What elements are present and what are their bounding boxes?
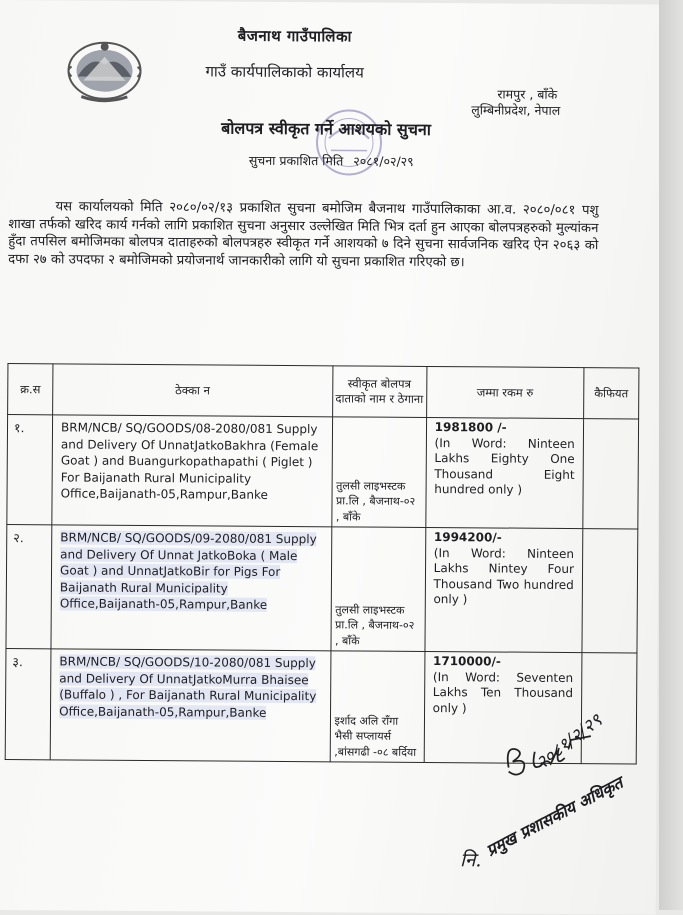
government-emblem-logo: [63, 36, 145, 103]
row-sn: १.: [7, 415, 53, 525]
office-name: गाउँ कार्यपालिकाको कार्यालय: [205, 62, 364, 82]
officer-prefix: नि.: [459, 849, 482, 872]
row-remarks: [583, 419, 639, 529]
signature-date: २०८१/२/२९: [531, 709, 607, 774]
row-sn: २.: [6, 525, 52, 649]
notice-title: बोलपत्र स्वीकृत गर्ने आशयको सुचना: [221, 118, 432, 140]
row-bidder: तुलसी लाइभस्टक प्रा.लि , बैजनाथ-०२ , बाँके: [330, 527, 425, 652]
row-remarks: [582, 529, 638, 653]
page-edge-shadow: [659, 0, 683, 910]
table-row: [6, 525, 638, 653]
header-remarks: कैफियत: [583, 368, 638, 419]
officer-title: प्रमुख प्रशासकीय अधिकृत: [483, 773, 626, 860]
table-header-row: [8, 364, 639, 419]
table-row: [7, 415, 639, 529]
row-amount-words: (In Word: Ninteen Lakhs Eighty One Thousand Eight hundred only ): [434, 435, 575, 497]
publish-date-value: २०८१/०२/२९: [353, 153, 414, 169]
publish-date-label: सुचना प्रकाशित मिति: [248, 152, 344, 169]
notice-body: यस कार्यालयको मिति २०८०/०२/१३ प्रकाशित सुचना बमोजिम बैजनाथ गाउँपालिकाका आ.व. २०८०/०८१ पशु शाखा तर्फको खरिद कार्य गर्नको लागि प्रकाशित सुचना अनुसार उल्लेखित मिति भित्र दर्ता हुन आएका बोलपत्रहरुको मुल्यांकन हुँदा तपसिल बमोजिमका बोलपत्र दाताहरुको बोलपत्रहरु स्वीकृत गर्ने आशयको ७ दिने सुचना सार्वजनिक खरिद ऐन २०६३ को दफा २७ को उपदफा २ बमोजिमको प्रयोजनार्थ जानकारीको लागि यो सुचना प्रकाशित गरिएको छ।: [8, 199, 599, 270]
address-line-1: रामपुर , बाँके: [497, 86, 558, 102]
header-sn: क्र.स: [8, 364, 53, 415]
row-contract-text: BRM/NCB/ SQ/GOODS/09-2080/081 Supply and Delivery Of Unnat JatkoBoka ( Male Goat ) and UnnatJatkoBir for Pigs For Baijanath Rural Municipality Office,Baijanath-05,Rampur,Banke: [59, 530, 317, 612]
org-name: बैजनाथ गाउँपालिका: [237, 26, 352, 46]
office-stamp: [299, 98, 400, 189]
row-contract: [51, 525, 331, 651]
row-bidder: इर्शाद अलि रॉंगा भैसी सप्लायर्स ,बांसगढी -०८ बर्दिया: [330, 651, 425, 763]
header-contract: ठेक्का न: [53, 364, 333, 417]
row-amount: 1994200/-: [433, 530, 502, 545]
row-bidder: तुलसी लाइभस्टक प्रा.लि , बैजनाथ-०२ , बाँके: [331, 417, 426, 528]
publish-date-line: [249, 152, 414, 170]
row-amount-words: (In Word: Seventen Lakhs Ten Thousand only ): [432, 669, 574, 715]
row-amount-cell: [425, 527, 583, 652]
row-amount-words: (In Word: Ninteen Lakhs Nintey Four Thousand Two hundred only ): [433, 545, 575, 607]
row-amount: 1981800 /-: [434, 420, 507, 435]
accepted-bids-table: [5, 363, 640, 764]
row-sn: ३.: [5, 649, 51, 760]
header-amount: जम्मा रकम रु: [426, 366, 584, 418]
row-amount-cell: [425, 417, 583, 528]
row-contract: BRM/NCB/ SQ/GOODS/08-2080/081 Supply and Delivery Of UnnatJatkoBakhra (Female Goat ) and Buangurkopathapathi ( Piglet ) For Baijanath Rural Municipality Office,Baijanath-05,Rampur,Banke: [52, 415, 332, 527]
row-amount: 1710000/-: [432, 654, 501, 669]
header-bidder: स्वीकृत बोलपत्र दाताको नाम र ठेगाना: [332, 366, 426, 418]
address-line-2: लुम्बिनीप्रदेश, नेपाल: [471, 102, 561, 118]
row-contract: [50, 649, 330, 762]
row-contract-text: BRM/NCB/ SQ/GOODS/10-2080/081 Supply and Delivery Of UnnatJatkoMurra Bhaisee (Buffalo ) , For Baijanath Rural Municipality Office,Baijanath-05,Rampur,Banke: [59, 654, 317, 720]
